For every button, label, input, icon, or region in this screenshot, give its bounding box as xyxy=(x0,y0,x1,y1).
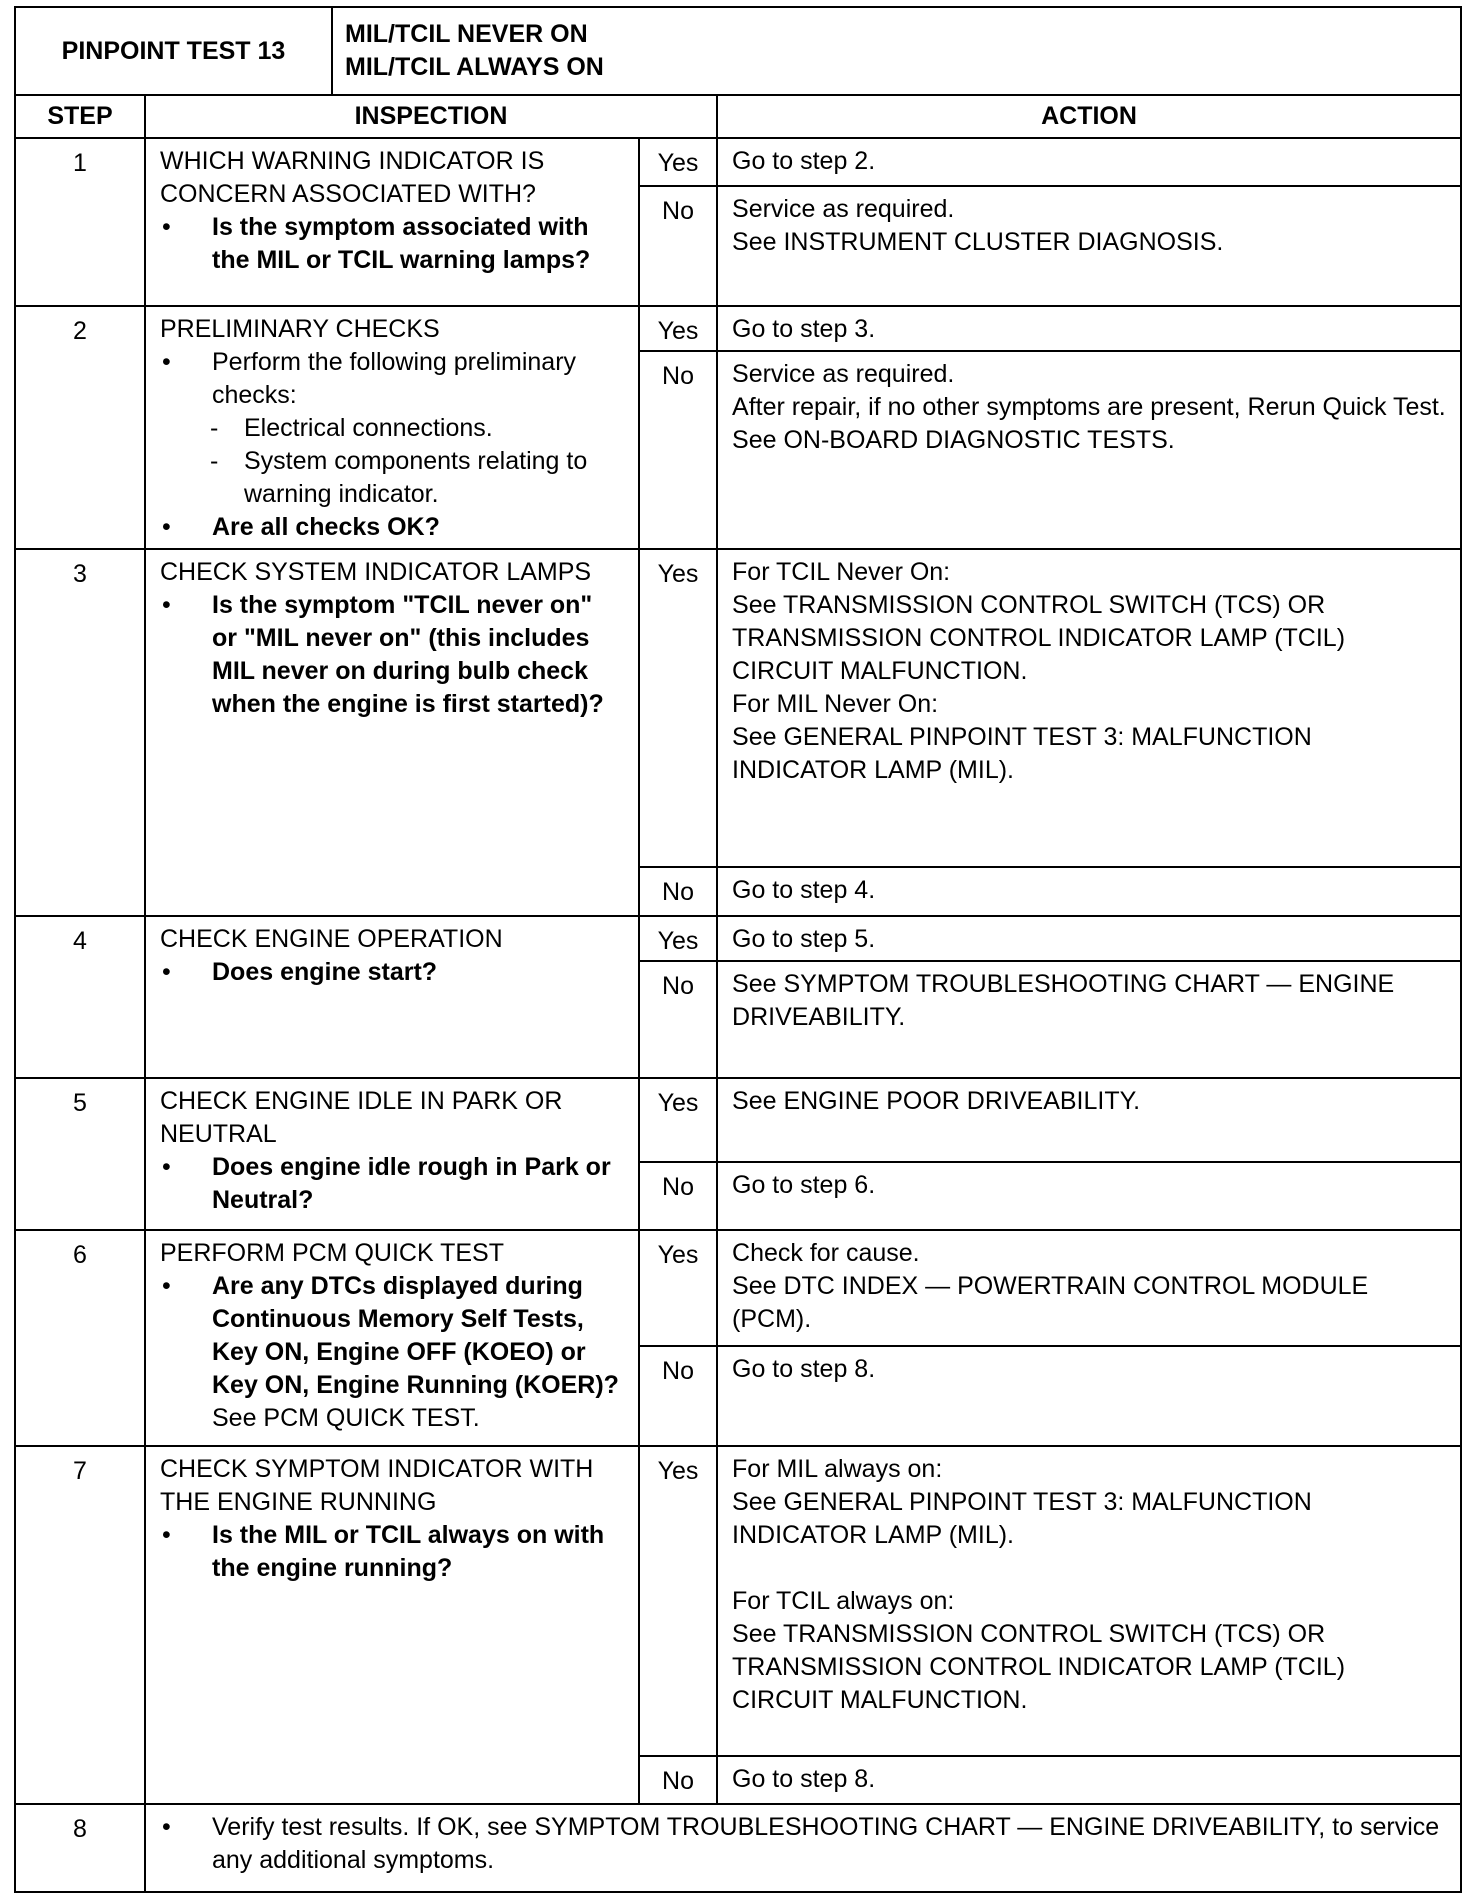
step-number: 1 xyxy=(15,138,145,306)
step-question: Is the MIL or TCIL always on with the engine running? xyxy=(212,1521,605,1582)
step-number: 5 xyxy=(15,1078,145,1230)
bullet-glyph: • xyxy=(162,1813,171,1841)
test-title-line1: MIL/TCIL NEVER ON xyxy=(345,20,588,48)
table-row xyxy=(15,138,1461,186)
step-number: 4 xyxy=(15,916,145,1078)
bullet-glyph: • xyxy=(162,1153,171,1181)
yes-label: Yes xyxy=(639,306,717,351)
step-inspection xyxy=(145,306,639,549)
table-row xyxy=(15,1078,1461,1162)
no-action: Go to step 8. xyxy=(717,1346,1461,1446)
dash-glyph: - xyxy=(210,414,219,442)
pinpoint-test-page xyxy=(14,6,1460,1876)
check-item: Electrical connections. xyxy=(244,414,493,442)
step-heading: PRELIMINARY CHECKS xyxy=(160,315,440,343)
no-label: No xyxy=(639,961,717,1078)
table-row xyxy=(15,1446,1461,1756)
yes-label: Yes xyxy=(639,916,717,961)
bullet-glyph: • xyxy=(162,213,171,241)
no-label: No xyxy=(639,351,717,549)
yes-action: Check for cause. See DTC INDEX — POWERTRAIN CONTROL MODULE (PCM). xyxy=(717,1230,1461,1346)
bullet-glyph: • xyxy=(162,958,171,986)
dash-glyph: - xyxy=(210,447,219,475)
step-question: Does engine start? xyxy=(212,958,438,986)
step-heading: CHECK SYMPTOM INDICATOR WITH THE ENGINE RUNNING xyxy=(160,1455,594,1516)
test-title xyxy=(332,7,1461,95)
no-label: No xyxy=(639,1756,717,1804)
test-title-line2: MIL/TCIL ALWAYS ON xyxy=(345,53,604,81)
yes-label: Yes xyxy=(639,1078,717,1162)
step-question: Are all checks OK? xyxy=(212,513,440,541)
table-row xyxy=(15,549,1461,867)
step-heading: CHECK SYSTEM INDICATOR LAMPS xyxy=(160,558,592,586)
yes-label: Yes xyxy=(639,1446,717,1756)
no-label: No xyxy=(639,1162,717,1230)
yes-action: Go to step 5. xyxy=(717,916,1461,961)
step-heading: CHECK ENGINE IDLE IN PARK OR NEUTRAL xyxy=(160,1087,563,1148)
step-question: Does engine idle rough in Park or Neutral? xyxy=(212,1153,611,1214)
step-heading: PERFORM PCM QUICK TEST xyxy=(160,1239,505,1267)
no-action: Go to step 8. xyxy=(717,1756,1461,1804)
table-row xyxy=(15,1804,1461,1892)
step-inspection xyxy=(145,1078,639,1230)
step-column-header: STEP xyxy=(15,95,145,138)
step-heading: CHECK ENGINE OPERATION xyxy=(160,925,503,953)
bullet-glyph: • xyxy=(162,513,171,541)
yes-action: Go to step 2. xyxy=(717,138,1461,186)
step-heading: WHICH WARNING INDICATOR IS CONCERN ASSOCIATED WITH? xyxy=(160,147,545,208)
step-number: 2 xyxy=(15,306,145,549)
yes-label: Yes xyxy=(639,549,717,867)
step-question: Are any DTCs displayed during Continuous Memory Self Tests, Key ON, Engine OFF (KOEO) or Key ON, Engine Running (KOER)? xyxy=(212,1272,619,1399)
step-reference: See PCM QUICK TEST. xyxy=(212,1404,480,1432)
bullet-glyph: • xyxy=(162,1521,171,1549)
yes-action: For MIL always on: See GENERAL PINPOINT TEST 3: MALFUNCTION INDICATOR LAMP (MIL). For TCIL always on: See TRANSMISSION CONTROL SWITCH (TCS) OR TRANSMISSION CONTROL INDICATOR LAMP (TCIL) CIRCUIT MALFUNCTION. xyxy=(717,1446,1461,1756)
table-row xyxy=(15,916,1461,961)
bullet-glyph: • xyxy=(162,348,171,376)
pinpoint-test-table xyxy=(14,6,1462,1893)
column-header-row xyxy=(15,95,1461,138)
check-item: System components relating to warning indicator. xyxy=(244,447,588,508)
yes-action: For TCIL Never On: See TRANSMISSION CONTROL SWITCH (TCS) OR TRANSMISSION CONTROL INDICATOR LAMP (TCIL) CIRCUIT MALFUNCTION. For MIL Never On: See GENERAL PINPOINT TEST 3: MALFUNCTION INDICATOR LAMP (MIL). xyxy=(717,549,1461,867)
no-action: See SYMPTOM TROUBLESHOOTING CHART — ENGINE DRIVEABILITY. xyxy=(717,961,1461,1078)
bullet-glyph: • xyxy=(162,591,171,619)
yes-label: Yes xyxy=(639,1230,717,1346)
no-action: Service as required. After repair, if no other symptoms are present, Rerun Quick Test. See ON-BOARD DIAGNOSTIC TESTS. xyxy=(717,351,1461,549)
no-label: No xyxy=(639,186,717,306)
no-label: No xyxy=(639,1346,717,1446)
bullet-glyph: • xyxy=(162,1272,171,1300)
table-row xyxy=(15,1230,1461,1346)
step-instruction: Verify test results. If OK, see SYMPTOM TROUBLESHOOTING CHART — ENGINE DRIVEABILITY, to service any additional symptoms. xyxy=(212,1813,1440,1874)
test-number-label: PINPOINT TEST 13 xyxy=(15,7,332,95)
step-inspection xyxy=(145,1804,1461,1892)
step-number: 3 xyxy=(15,549,145,916)
step-inspection xyxy=(145,916,639,1078)
no-action: Go to step 4. xyxy=(717,867,1461,916)
no-label: No xyxy=(639,867,717,916)
step-number: 6 xyxy=(15,1230,145,1446)
step-number: 7 xyxy=(15,1446,145,1804)
step-instruction: Perform the following preliminary checks: xyxy=(212,348,577,409)
step-question: Is the symptom associated with the MIL or TCIL warning lamps? xyxy=(212,213,591,274)
table-row xyxy=(15,306,1461,351)
yes-action: Go to step 3. xyxy=(717,306,1461,351)
no-action: Service as required. See INSTRUMENT CLUSTER DIAGNOSIS. xyxy=(717,186,1461,306)
step-inspection xyxy=(145,1230,639,1446)
step-inspection xyxy=(145,1446,639,1804)
step-number: 8 xyxy=(15,1804,145,1892)
step-inspection xyxy=(145,549,639,916)
yes-label: Yes xyxy=(639,138,717,186)
action-column-header: ACTION xyxy=(717,95,1461,138)
step-question: Is the symptom "TCIL never on" or "MIL never on" (this includes MIL never on during bulb check when the engine is first started)? xyxy=(212,591,604,718)
yes-action: See ENGINE POOR DRIVEABILITY. xyxy=(717,1078,1461,1162)
no-action: Go to step 6. xyxy=(717,1162,1461,1230)
step-inspection xyxy=(145,138,639,306)
title-row xyxy=(15,7,1461,95)
inspection-column-header: INSPECTION xyxy=(145,95,717,138)
